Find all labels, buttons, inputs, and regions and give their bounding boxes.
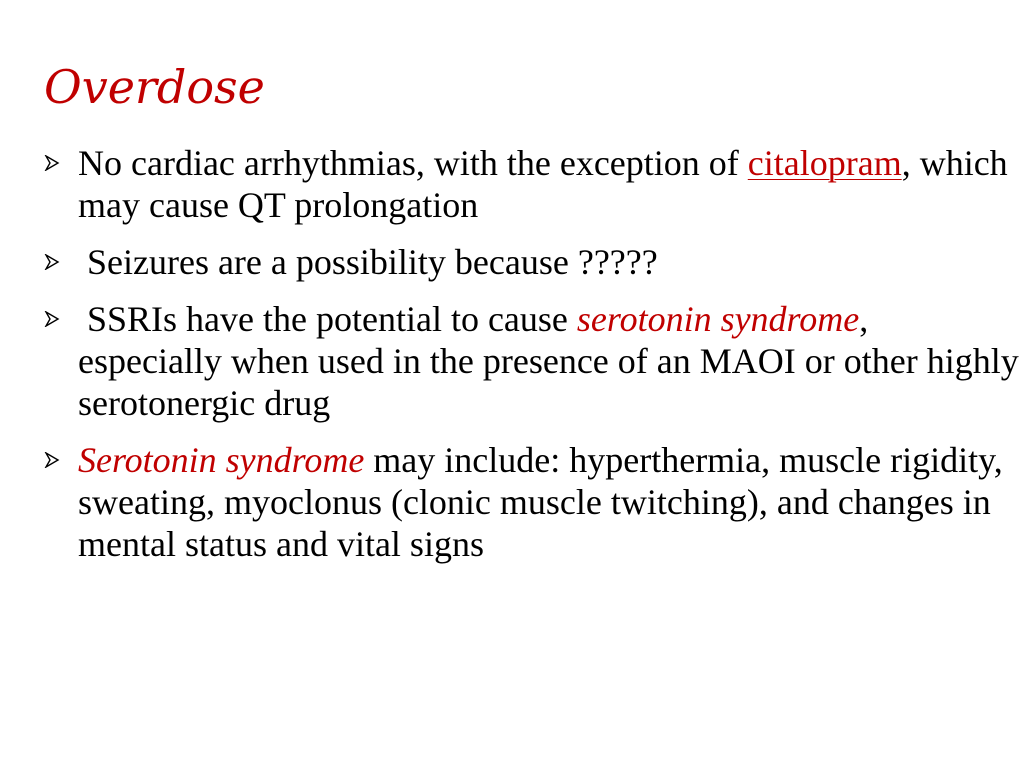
bullet-list: [44, 142, 1020, 580]
bullet-text: [78, 298, 1020, 424]
bullet-text-part: , which may cause QT prolongation: [78, 143, 1008, 225]
arrowhead-bullet-icon: [44, 452, 60, 468]
arrowhead-bullet-icon: [44, 311, 60, 327]
slide-title: Overdose: [44, 60, 265, 114]
bullet-text-part: No cardiac arrhythmias, with the exception of: [78, 143, 748, 183]
arrowhead-bullet-icon: [44, 254, 60, 270]
citalopram-link[interactable]: citalopram: [747, 143, 902, 183]
bullet-text-part: SSRIs have the potential to cause: [78, 299, 577, 339]
serotonin-syndrome-emphasis: Serotonin syndrome: [78, 440, 365, 480]
bullet-text: [78, 439, 1020, 565]
bullet-item-seizures: [44, 241, 1020, 283]
arrowhead-bullet-icon: [44, 155, 60, 171]
bullet-text-part: may include: hyperthermia, muscle rigidity, sweating, myoclonus (clonic muscle twitching), and changes in mental status and vital signs: [78, 440, 1003, 564]
bullet-item-ssri-serotonin: [44, 298, 1020, 424]
bullet-text: [78, 142, 1020, 226]
serotonin-syndrome-emphasis: serotonin syndrome: [576, 299, 860, 339]
bullet-item-arrhythmias: [44, 142, 1020, 226]
bullet-text-part: , especially when used in the presence of an MAOI or other highly serotonergic drug: [78, 299, 1019, 423]
bullet-text: Seizures are a possibility because ?????: [78, 242, 658, 282]
bullet-item-syndrome-symptoms: [44, 439, 1020, 565]
